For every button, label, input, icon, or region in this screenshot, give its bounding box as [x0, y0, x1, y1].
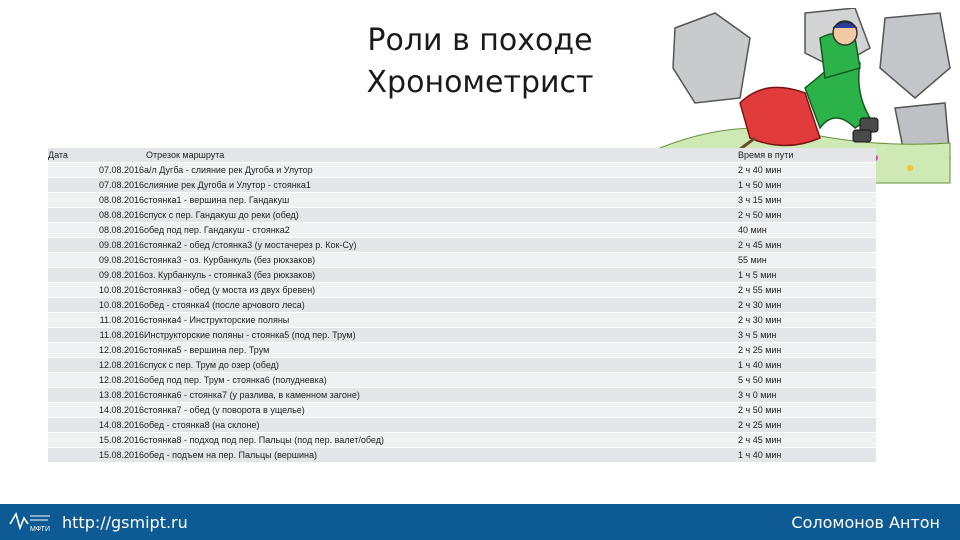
- row-time: 2 ч 50 мин: [738, 403, 876, 418]
- row-time: 2 ч 55 мин: [738, 283, 876, 298]
- row-date: 12.08.2016: [48, 373, 144, 388]
- logo-text: МФТИ: [30, 526, 50, 533]
- table-row: [48, 178, 876, 193]
- table-row: [48, 253, 876, 268]
- row-date: 15.08.2016: [48, 433, 144, 448]
- row-segment: стоянка2 - обед /стоянка3 (у мостачерез р. Кок-Су): [144, 238, 738, 253]
- table-row: [48, 358, 876, 373]
- row-date: 08.08.2016: [48, 223, 144, 238]
- table-row: [48, 388, 876, 403]
- row-segment: стоянка3 - оз. Курбанкуль (без рюкзаков): [144, 253, 738, 268]
- row-time: 1 ч 5 мин: [738, 268, 876, 283]
- slide-title: [340, 20, 620, 104]
- table-row: [48, 418, 876, 433]
- table-row: [48, 223, 876, 238]
- row-segment: обед - стоянка8 (на склоне): [144, 418, 738, 433]
- row-date: 14.08.2016: [48, 418, 144, 433]
- mipt-logo-icon: [8, 510, 52, 534]
- table-row: [48, 313, 876, 328]
- table-header-row: [48, 148, 876, 163]
- row-segment: стоянка8 - подход под пер. Пальцы (под пер. валет/обед): [144, 433, 738, 448]
- row-time: 5 ч 50 мин: [738, 373, 876, 388]
- row-date: 12.08.2016: [48, 358, 144, 373]
- row-date: 10.08.2016: [48, 283, 144, 298]
- row-time: 2 ч 25 мин: [738, 418, 876, 433]
- row-time: 2 ч 45 мин: [738, 238, 876, 253]
- row-time: 2 ч 40 мин: [738, 163, 876, 178]
- row-date: 07.08.2016: [48, 163, 144, 178]
- row-time: 3 ч 5 мин: [738, 328, 876, 343]
- slide-title-line1: Роли в походе: [367, 23, 593, 58]
- row-date: 09.08.2016: [48, 253, 144, 268]
- row-time: 1 ч 50 мин: [738, 178, 876, 193]
- route-schedule-table: [48, 148, 876, 463]
- table-row: [48, 403, 876, 418]
- row-date: 09.08.2016: [48, 268, 144, 283]
- header-date: Дата: [48, 148, 144, 163]
- row-date: 10.08.2016: [48, 298, 144, 313]
- table-row: [48, 343, 876, 358]
- row-segment: спуск с пер. Трум до озер (обед): [144, 358, 738, 373]
- table-row: [48, 268, 876, 283]
- row-time: 55 мин: [738, 253, 876, 268]
- row-segment: стоянка4 - Инструкторские поляны: [144, 313, 738, 328]
- row-time: 3 ч 0 мин: [738, 388, 876, 403]
- row-segment: стоянка7 - обед (у поворота в ущелье): [144, 403, 738, 418]
- row-segment: обед под пер. Трум - стоянка6 (полудневка): [144, 373, 738, 388]
- row-segment: стоянка3 - обед (у моста из двух бревен): [144, 283, 738, 298]
- row-segment: стоянка1 - вершина пер. Гандакуш: [144, 193, 738, 208]
- row-time: 2 ч 25 мин: [738, 343, 876, 358]
- footer-author: Соломонов Антон: [791, 513, 940, 532]
- row-date: 08.08.2016: [48, 193, 144, 208]
- row-time: 2 ч 30 мин: [738, 298, 876, 313]
- table-row: [48, 298, 876, 313]
- table-row: [48, 433, 876, 448]
- row-date: 11.08.2016: [48, 313, 144, 328]
- row-date: 13.08.2016: [48, 388, 144, 403]
- row-segment: обед - подъем на пер. Пальцы (вершина): [144, 448, 738, 463]
- row-date: 15.08.2016: [48, 448, 144, 463]
- row-time: 3 ч 15 мин: [738, 193, 876, 208]
- row-segment: а/л Дугба - слияние рек Дугоба и Улутор: [144, 163, 738, 178]
- row-date: 11.08.2016: [48, 328, 144, 343]
- table-row: [48, 238, 876, 253]
- table-row: [48, 328, 876, 343]
- row-segment: спуск с пер. Гандакуш до реки (обед): [144, 208, 738, 223]
- table-row: [48, 208, 876, 223]
- row-time: 1 ч 40 мин: [738, 448, 876, 463]
- table-row: [48, 448, 876, 463]
- row-segment: обед - стоянка4 (после арчового леса): [144, 298, 738, 313]
- row-segment: оз. Курбанкуль - стоянка3 (без рюкзаков): [144, 268, 738, 283]
- footer-bar: [0, 504, 960, 540]
- row-time: 2 ч 50 мин: [738, 208, 876, 223]
- header-segment: [144, 148, 738, 163]
- row-time: 2 ч 30 мин: [738, 313, 876, 328]
- table-row: [48, 193, 876, 208]
- row-segment: стоянка6 - стоянка7 (у разлива, в каменном загоне): [144, 388, 738, 403]
- row-time: 1 ч 40 мин: [738, 358, 876, 373]
- table-row: [48, 163, 876, 178]
- row-date: 12.08.2016: [48, 343, 144, 358]
- header-segment-label: Отрезок маршрута: [146, 150, 225, 160]
- row-segment: Инструкторские поляны - стоянка5 (под пер. Трум): [144, 328, 738, 343]
- row-date: 09.08.2016: [48, 238, 144, 253]
- footer-url-link[interactable]: http://gsmipt.ru: [62, 513, 188, 532]
- header-time: Время в пути: [738, 148, 876, 163]
- row-date: 08.08.2016: [48, 208, 144, 223]
- row-time: 2 ч 45 мин: [738, 433, 876, 448]
- row-segment: стоянка5 - вершина пер. Трум: [144, 343, 738, 358]
- row-time: 40 мин: [738, 223, 876, 238]
- table-row: [48, 283, 876, 298]
- row-date: 07.08.2016: [48, 178, 144, 193]
- row-segment: слияние рек Дугоба и Улутор - стоянка1: [144, 178, 738, 193]
- table-row: [48, 373, 876, 388]
- row-date: 14.08.2016: [48, 403, 144, 418]
- row-segment: обед под пер. Гандакуш - стоянка2: [144, 223, 738, 238]
- slide-title-line2: Хронометрист: [366, 65, 594, 100]
